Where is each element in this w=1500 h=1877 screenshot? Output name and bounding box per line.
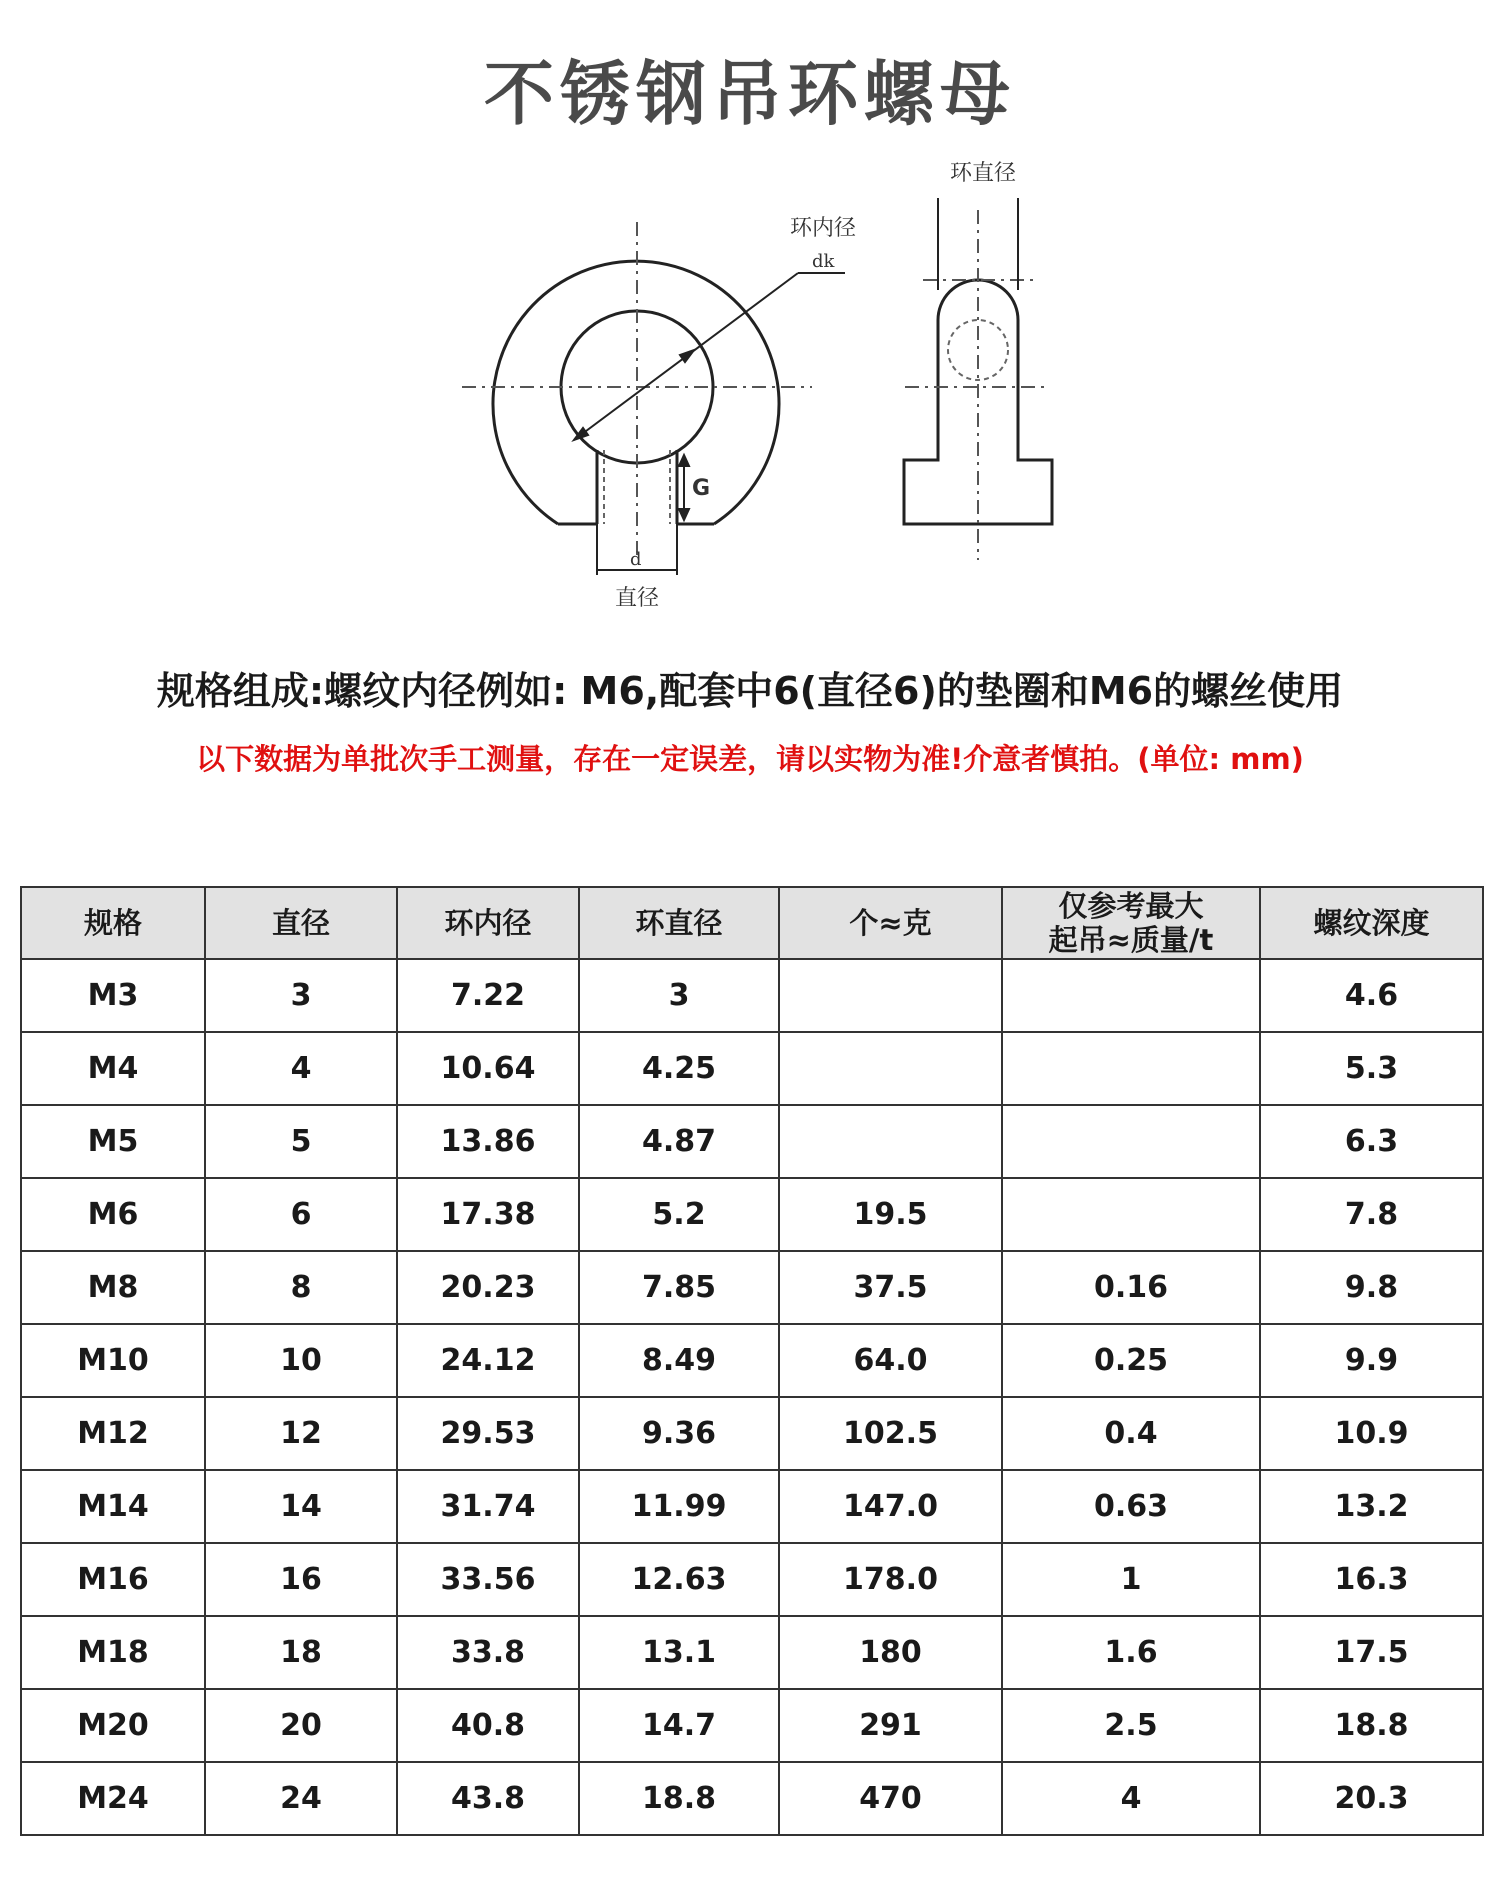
spec-description: 规格组成:螺纹内径例如: M6,配套中6(直径6)的垫圈和M6的螺丝使用 (156, 669, 1344, 713)
cell-thread-depth: 6.3 (1260, 1105, 1483, 1178)
cell-diameter: 20 (205, 1689, 397, 1762)
cell-spec: M6 (21, 1178, 205, 1251)
cell-spec: M3 (21, 959, 205, 1032)
cell-ring-dia: 14.7 (579, 1689, 779, 1762)
table-row (21, 1251, 1483, 1324)
cell-weight (779, 959, 1002, 1032)
cell-spec: M16 (21, 1543, 205, 1616)
header-ring-dia: 环直径 (579, 887, 779, 959)
cell-ring-inner-dia: 17.38 (397, 1178, 579, 1251)
page-title: 不锈钢吊环螺母 (484, 53, 1016, 135)
cell-diameter: 8 (205, 1251, 397, 1324)
cell-max-load: 0.25 (1002, 1324, 1260, 1397)
table-row (21, 1178, 1483, 1251)
cell-spec: M20 (21, 1689, 205, 1762)
cell-thread-depth: 16.3 (1260, 1543, 1483, 1616)
cell-max-load: 0.63 (1002, 1470, 1260, 1543)
table-row (21, 1397, 1483, 1470)
cell-ring-dia: 5.2 (579, 1178, 779, 1251)
header-max-load-line2: 起吊≈质量/t (1048, 923, 1214, 957)
cell-ring-inner-dia: 33.8 (397, 1616, 579, 1689)
cell-ring-inner-dia: 10.64 (397, 1032, 579, 1105)
table-row (21, 1470, 1483, 1543)
cell-thread-depth: 9.9 (1260, 1324, 1483, 1397)
g-arrow-down (679, 509, 689, 520)
cell-spec: M12 (21, 1397, 205, 1470)
table-row (21, 1324, 1483, 1397)
cell-ring-dia: 18.8 (579, 1762, 779, 1835)
cell-diameter: 24 (205, 1762, 397, 1835)
table-row (21, 1616, 1483, 1689)
g-label: G (692, 476, 711, 501)
eye-nut-diagram (0, 150, 1500, 620)
cell-ring-dia: 9.36 (579, 1397, 779, 1470)
table-row (21, 1689, 1483, 1762)
cell-ring-inner-dia: 13.86 (397, 1105, 579, 1178)
cell-diameter: 5 (205, 1105, 397, 1178)
cell-thread-depth: 13.2 (1260, 1470, 1483, 1543)
cell-ring-dia: 8.49 (579, 1324, 779, 1397)
table-row (21, 1032, 1483, 1105)
d-label: d (630, 549, 642, 570)
cell-diameter: 10 (205, 1324, 397, 1397)
header-thread-depth: 螺纹深度 (1260, 887, 1483, 959)
cell-max-load (1002, 959, 1260, 1032)
cell-thread-depth: 9.8 (1260, 1251, 1483, 1324)
cell-ring-dia: 4.87 (579, 1105, 779, 1178)
cell-weight: 178.0 (779, 1543, 1002, 1616)
cell-thread-depth: 20.3 (1260, 1762, 1483, 1835)
cell-weight (779, 1032, 1002, 1105)
cell-thread-depth: 17.5 (1260, 1616, 1483, 1689)
cell-diameter: 4 (205, 1032, 397, 1105)
table-row (21, 1762, 1483, 1835)
cell-spec: M24 (21, 1762, 205, 1835)
measurement-note: 以下数据为单批次手工测量，存在一定误差，请以实物为准!介意者慎拍。(单位: mm) (196, 742, 1304, 776)
cell-thread-depth: 10.9 (1260, 1397, 1483, 1470)
cell-ring-inner-dia: 7.22 (397, 959, 579, 1032)
side-view-outline (904, 280, 1052, 524)
cell-max-load: 1 (1002, 1543, 1260, 1616)
table-header-row (21, 887, 1483, 959)
dk-label: dk (812, 251, 835, 272)
cell-ring-dia: 11.99 (579, 1470, 779, 1543)
table-row (21, 959, 1483, 1032)
header-max-load-line1: 仅参考最大 (1058, 889, 1204, 923)
cell-ring-inner-dia: 29.53 (397, 1397, 579, 1470)
header-ring-inner-dia: 环内径 (397, 887, 579, 959)
cell-diameter: 16 (205, 1543, 397, 1616)
ring-inner-dia-label: 环内径 (790, 216, 857, 241)
cell-diameter: 14 (205, 1470, 397, 1543)
header-diameter: 直径 (205, 887, 397, 959)
cell-weight: 180 (779, 1616, 1002, 1689)
cell-ring-inner-dia: 43.8 (397, 1762, 579, 1835)
cell-max-load: 4 (1002, 1762, 1260, 1835)
cell-max-load: 1.6 (1002, 1616, 1260, 1689)
header-spec: 规格 (21, 887, 205, 959)
cell-spec: M4 (21, 1032, 205, 1105)
cell-weight (779, 1105, 1002, 1178)
cell-max-load (1002, 1178, 1260, 1251)
cell-thread-depth: 18.8 (1260, 1689, 1483, 1762)
cell-max-load: 2.5 (1002, 1689, 1260, 1762)
cell-weight: 37.5 (779, 1251, 1002, 1324)
cell-ring-dia: 12.63 (579, 1543, 779, 1616)
cell-ring-inner-dia: 20.23 (397, 1251, 579, 1324)
cell-thread-depth: 5.3 (1260, 1032, 1483, 1105)
cell-ring-inner-dia: 40.8 (397, 1689, 579, 1762)
cell-spec: M18 (21, 1616, 205, 1689)
cell-weight: 291 (779, 1689, 1002, 1762)
spec-table (20, 886, 1484, 1836)
cell-ring-inner-dia: 24.12 (397, 1324, 579, 1397)
cell-spec: M5 (21, 1105, 205, 1178)
cell-max-load (1002, 1032, 1260, 1105)
cell-ring-dia: 13.1 (579, 1616, 779, 1689)
cell-diameter: 3 (205, 959, 397, 1032)
header-max-load (1002, 887, 1260, 959)
cell-ring-inner-dia: 33.56 (397, 1543, 579, 1616)
cell-diameter: 18 (205, 1616, 397, 1689)
cell-thread-depth: 7.8 (1260, 1178, 1483, 1251)
ring-dia-label: 环直径 (950, 161, 1017, 186)
cell-max-load (1002, 1105, 1260, 1178)
cell-ring-dia: 7.85 (579, 1251, 779, 1324)
table-row (21, 1543, 1483, 1616)
cell-max-load: 0.4 (1002, 1397, 1260, 1470)
table-row (21, 1105, 1483, 1178)
cell-weight: 147.0 (779, 1470, 1002, 1543)
cell-weight: 64.0 (779, 1324, 1002, 1397)
cell-diameter: 12 (205, 1397, 397, 1470)
cell-spec: M14 (21, 1470, 205, 1543)
cell-weight: 102.5 (779, 1397, 1002, 1470)
cell-weight: 19.5 (779, 1178, 1002, 1251)
cell-weight: 470 (779, 1762, 1002, 1835)
cell-ring-dia: 3 (579, 959, 779, 1032)
dia-label: 直径 (615, 586, 660, 611)
cell-spec: M10 (21, 1324, 205, 1397)
header-weight: 个≈克 (779, 887, 1002, 959)
cell-max-load: 0.16 (1002, 1251, 1260, 1324)
g-arrow-up (679, 455, 689, 466)
cell-ring-inner-dia: 31.74 (397, 1470, 579, 1543)
cell-ring-dia: 4.25 (579, 1032, 779, 1105)
cell-spec: M8 (21, 1251, 205, 1324)
cell-thread-depth: 4.6 (1260, 959, 1483, 1032)
cell-diameter: 6 (205, 1178, 397, 1251)
